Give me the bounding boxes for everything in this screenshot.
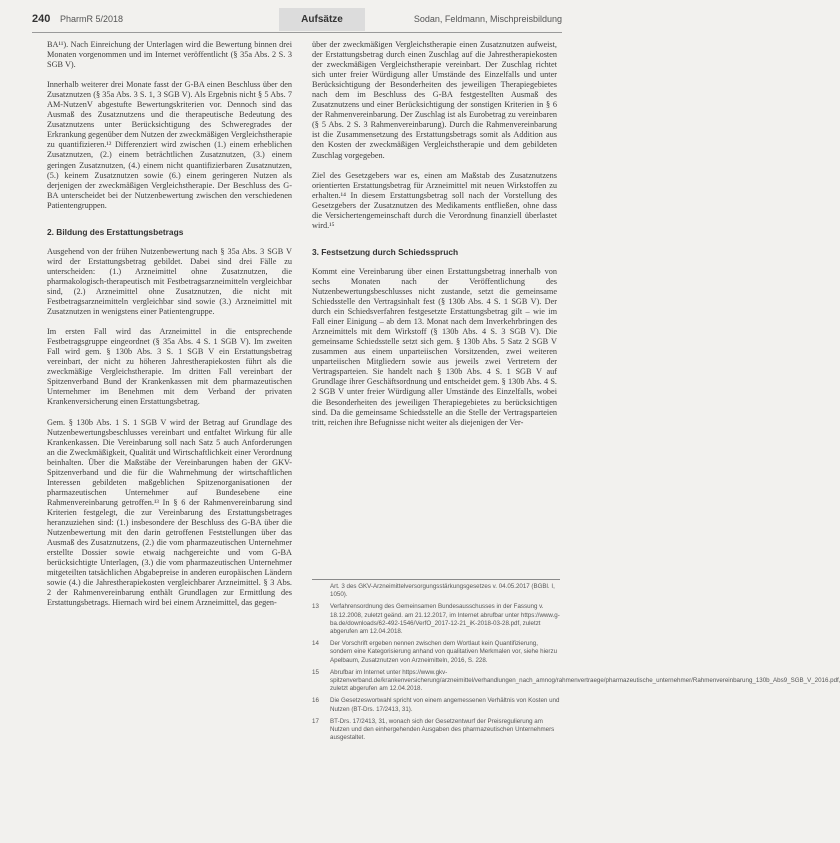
left-column (47, 40, 292, 618)
footnote (312, 583, 560, 599)
footnote (312, 718, 560, 743)
footnote-text: Der Vorschrift ergeben nennen zwischen dem Wortlaut kein Quantifizierung, sondern eine Kategorisierung anhand von qualitativen Merkmalen vor, siehe hierzu Apelbaum, Zusatznutzen von Arzneimitteln, 2016, S. 228. (330, 640, 558, 664)
page-header (32, 8, 562, 33)
footnote-number: 16 (312, 697, 319, 705)
section-tab: Aufsätze (279, 8, 365, 31)
footnote (312, 697, 560, 713)
footnote (312, 603, 560, 636)
paragraph: über der zweckmäßigen Vergleichstherapie einen Zusatznutzen aufweist, der Erstattungsbetrag durch einen Zuschlag auf die Jahrestherapiekosten der zweckmäßigen Vergleichstherapie vereinbart. Der Zuschlag richtet sich unter freier Würdigung aller Umstände des Einzelfalls und unter Berücksichtigung der Besonderheiten des jeweiligen Therapiegebietes nach dem im Beschluss des G-BA festgestellten Ausmaß des Zusatznutzens und einer Berücksichtigung der sonstigen Kriterien in § 6 der Rahmenvereinbarung. Der Zuschlag ist als Eurobetrag zu vereinbaren (§ 5 Abs. 2 S. 3 Rahmenvereinbarung). Durch die Rahmenvereinbarung ist die Zusammensetzung des Erstattungsbetrags somit als Addition aus den Kosten der zweckmäßigen Vergleichstherapie und dem gebildeten Zuschlag vorgegeben. (312, 40, 557, 160)
footnote-text: BT-Drs. 17/2413, 31, wonach sich der Gesetzentwurf der Preisregulierung am Nutzen und den einhergehenden Ausgaben des pharmazeutischen Unternehmers ausgestaltet. (330, 717, 555, 742)
footnote-text: Die Gesetzeswortwahl spricht von einem angemessenen Verhältnis von Kosten und Nutzen (BT-Drs. 17/2413, 31). (330, 697, 560, 713)
running-authors: Sodan, Feldmann, Mischpreisbildung (413, 14, 562, 24)
section-heading: 3. Festsetzung durch Schiedsspruch (312, 246, 459, 257)
footnote (312, 668, 840, 694)
page-number: 240 (32, 13, 51, 25)
paragraph: Innerhalb weiterer drei Monate fasst der G-BA einen Beschluss über den Zusatznutzen (§ 35a Abs. 3 S. 1, 3 SGB V). Als Ergebnis nicht § 5 Abs. 7 AM-NutzenV abgestufte Bewertungskriterien vor. Dennoch sind das Ausmaß des Zusatznutzens und die therapeutische Bedeutung des Zusatznutzens unter Berücksichtigung des Schweregrades der Erkrankung gegenüber dem Nutzen der zweckmäßigen Vergleichstherapie zu quantifizieren.¹² Differenziert wird zwischen (1.) einem erheblichen Zusatznutzen, (2.) einem beträchtlichen Zusatznutzen, (3.) einem geringen Zusatznutzen, (4.) einem nicht quantifizierbaren Zusatznutzen, (5.) keinem Zusatznutzen sowie (6.) einem geringeren Nutzen als derjenigen der zweckmäßigen Vergleichstherapie. Der Beschluss des G-BA unterscheidet bei der Nutzenbewertung zwischen den verschiedenen Patientengruppen. (47, 80, 292, 210)
footnote-number: 15 (312, 668, 319, 676)
footnote-text: Abrufbar im Internet unter https://www.gkv-spitzenverband.de/krankenversicherung/arzneimittel/verhandlungen_nach_amnog/rahmenvertraege/pharmazeutische_unternehmer/Rahmenvereinbarung_130b_Abs9_SGB_V_2016.pdf, zuletzt abgerufen am 12.04.2018. (330, 668, 840, 693)
footnote-number: 17 (312, 717, 319, 725)
paragraph: Gem. § 130b Abs. 1 S. 1 SGB V wird der Betrag auf Grundlage des Nutzenbewertungsbeschlusses vereinbart und entfaltet Wirkung für alle Krankenkassen. Die Vereinbarung soll nach Satz 5 auch Anforderungen an die Zweckmäßigkeit, Qualität und Wirtschaftlichkeit einer Verordnung beinhalten. Über die Maßstäbe der Vereinbarungen haben der GKV-Spitzenverband und die für die Wahrnehmung der wirtschaftlichen Interessen gebildeten maßgeblichen Spitzenorganisationen der pharmazeutischen Unternehmer auf Bundesebene eine Rahmenvereinbarung getroffen.¹³ In § 6 der Rahmenvereinbarung sind Kriterien festgelegt, die zur Vereinbarung des Erstattungsbetrages heranzuziehen sind: (1.) insbesondere der Beschluss des G-BA über die Nutzenbewertung mit den darin getroffenen Feststellungen über das Ausmaß des Zusatznutzens, (2.) die vom pharmazeutischen Unternehmer erstellte Dossier sowie etwaig nachgereichte und vom G-BA berücksichtigte Unterlagen, (3.) die vom pharmazeutischen Unternehmer mitgeteilten tatsächlichen Abgabepreise in anderen europäischen Ländern sowie (4.) die Jahrestherapiekosten vergleichbarer Arzneimittel. § 3 Abs. 2 der Rahmenvereinbarung enthält Grundlagen zur Ermittlung des Erstattungsbetrags. Hiernach wird bei einem Arzneimittel, das gegen- (47, 417, 292, 608)
footnote-number: 13 (312, 603, 319, 611)
footnote-number: 14 (312, 640, 319, 648)
paragraph: Ziel des Gesetzgebers war es, einen am Maßstab des Zusatznutzens orientierten Erstattungsbetrag für Arzneimittel mit neuen Wirkstoffen zu erhalten.¹⁴ In diesem Erstattungsbetrag soll nach der Vorstellung des Gesetzgebers der Zusatznutzen des Medikaments entfließen, ohne dass die Versichertengemeinschaft durch die Verordnung finanziell überlastet wird.¹⁵ (312, 170, 557, 230)
footnote (312, 640, 560, 665)
paragraph: BA¹¹). Nach Einreichung der Unterlagen wird die Bewertung binnen drei Monaten vorgenommen und im Internet veröffentlicht (§ 35a Abs. 2 S. 3 SGB V). (47, 40, 292, 70)
paragraph: Im ersten Fall wird das Arzneimittel in die entsprechende Festbetragsgruppe eingeordnet (§ 35a Abs. 4 S. 1 SGB V). Im zweiten Fall wird gem. § 130b Abs. 3 S. 1 SGB V ein Erstattungsbetrag vereinbart, der nicht zu höheren Jahrestherapiekosten führt als die zweckmäßige Vergleichstherapie. Im dritten Fall vereinbart der Spitzenverband Bund der Krankenkassen mit dem pharmazeutischen Unternehmer im Benehmen mit dem Verband der privaten Krankenversicherung einen Erstattungsbetrag. (47, 327, 292, 407)
section-heading: 2. Bildung des Erstattungsbetrags (47, 226, 184, 237)
right-column (312, 40, 557, 438)
footnote-text: Art. 3 des GKV-Arzneimittelversorgungsstärkungsgesetzes v. 04.05.2017 (BGBl. I, 1050). (330, 583, 555, 599)
journal-name: PharmR 5/2018 (60, 14, 124, 24)
paragraph: Kommt eine Vereinbarung über einen Erstattungsbetrag innerhalb von sechs Monaten nach der Veröffentlichung des Nutzenbewertungsbeschlusses nicht zustande, setzt die gemeinsame Schiedsstelle den Vertragsinhalt fest (§ 130b Abs. 4 S. 1 SGB V). Der durch ein Schiedsverfahren festgesetzte Erstattungsbetrag gilt – wie im Fall einer Einigung – ab dem 13. Monat nach dem Inverkehrbringen des Arzneimittels mit dem Wirkstoff (§ 130b Abs. 4 S. 3 SGB V). Die gemeinsame Schiedsstelle setzt sich gem. § 130b Abs. 5 Satz 2 SGB V zusammen aus einem unparteiischen Vorsitzenden, zwei weiteren unparteiischen Mitgliedern sowie aus jeweils zwei Vertretern der Vertragsparteien. Sie handelt nach § 130b Abs. 4 S. 1 SGB V auf Grundlage ihrer Geschäftsordnung und entscheidet gem. § 130b Abs. 4 S. 2 SGB V unter freier Würdigung aller Umstände des Einzelfalls, wobei die Besonderheiten des jeweiligen Therapiegebietes zu berücksichtigen sind. Da die gemeinsame Schiedsstelle an die Stelle der Vertragsparteien tritt, reichen ihre Befugnisse nicht weiter als diejenigen der Ver- (312, 266, 557, 427)
footnotes (312, 579, 840, 746)
paragraph: Ausgehend von der frühen Nutzenbewertung nach § 35a Abs. 3 SGB V wird der Erstattungsbetrag gebildet. Dabei sind drei Fälle zu unterscheiden: (1.) Arzneimittel ohne Zusatznutzen, die pharmakologisch-therapeutisch mit Festbetragsarzneimitteln vergleichbar sind, (2.) Arzneimittel ohne Zusatznutzen, die nicht mit Festbetragsarzneimitteln vergleichbar sind sowie (3.) Arzneimittel mit Zusatznutzen in wenigstens einer Patientengruppe. (47, 246, 292, 317)
footnote-text: Verfahrensordnung des Gemeinsamen Bundesausschusses in der Fassung v. 18.12.2008, zuletzt geänd. am 21.12.2017, im Internet abrufbar unter https://www.g-ba.de/downloads/62-492-1546/VerfO_2017-12-21_iK-2018-03-28.pdf, zuletzt abgerufen am 12.04.2018. (330, 603, 560, 636)
